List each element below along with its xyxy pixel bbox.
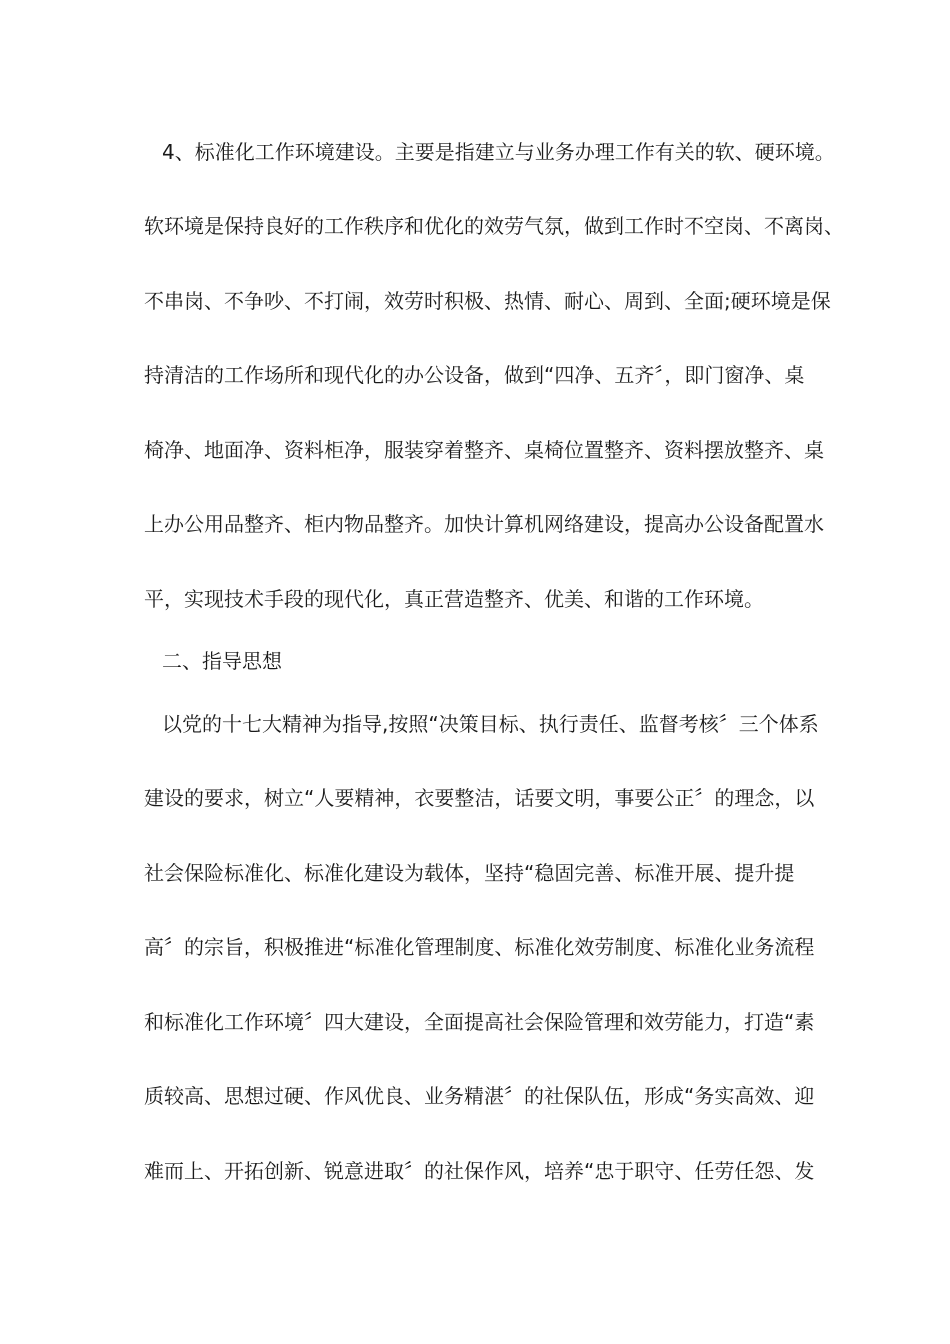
section-heading: 二、指导思想 xyxy=(162,649,282,673)
paragraph-line: 高〞的宗旨，积极推进“标准化管理制度、标准化效劳制度、标准化业务流程 xyxy=(144,935,815,959)
paragraph-line: 和标准化工作环境〞四大建设，全面提高社会保险管理和效劳能力，打造“素 xyxy=(144,1010,815,1034)
paragraph-line: 不串岗、不争吵、不打闹，效劳时积极、热情、耐心、周到、全面;硬环境是保 xyxy=(144,289,831,313)
paragraph-line: 软环境是保持良好的工作秩序和优化的效劳气氛，做到工作时不空岗、不离岗、 xyxy=(144,214,844,238)
paragraph-line: 难而上、开拓创新、锐意进取〞的社保作风，培养“忠于职守、任劳任怨、发 xyxy=(144,1159,815,1183)
paragraph-line: 以党的十七大精神为指导,按照“决策目标、执行责任、监督考核〞三个体系 xyxy=(162,712,819,736)
paragraph-line: 社会保险标准化、标准化建设为载体，坚持“稳固完善、标准开展、提升提 xyxy=(144,861,795,885)
paragraph-line: 持清洁的工作场所和现代化的办公设备，做到“四净、五齐〞，即门窗净、桌 xyxy=(144,363,805,387)
paragraph-line: 上办公用品整齐、柜内物品整齐。加快计算机网络建设，提高办公设备配置水 xyxy=(144,512,824,536)
paragraph-line: 质较高、思想过硬、作风优良、业务精湛〞的社保队伍，形成“务实高效、迎 xyxy=(144,1084,815,1108)
paragraph-line: 4、标准化工作环境建设。主要是指建立与业务办理工作有关的软、硬环境。 xyxy=(162,140,835,164)
paragraph-line: 建设的要求，树立“人要精神，衣要整洁，话要文明，事要公正〞的理念，以 xyxy=(144,786,815,810)
paragraph-line: 椅净、地面净、资料柜净，服装穿着整齐、桌椅位置整齐、资料摆放整齐、桌 xyxy=(144,438,824,462)
paragraph-line: 平，实现技术手段的现代化，真正营造整齐、优美、和谐的工作环境。 xyxy=(144,587,764,611)
